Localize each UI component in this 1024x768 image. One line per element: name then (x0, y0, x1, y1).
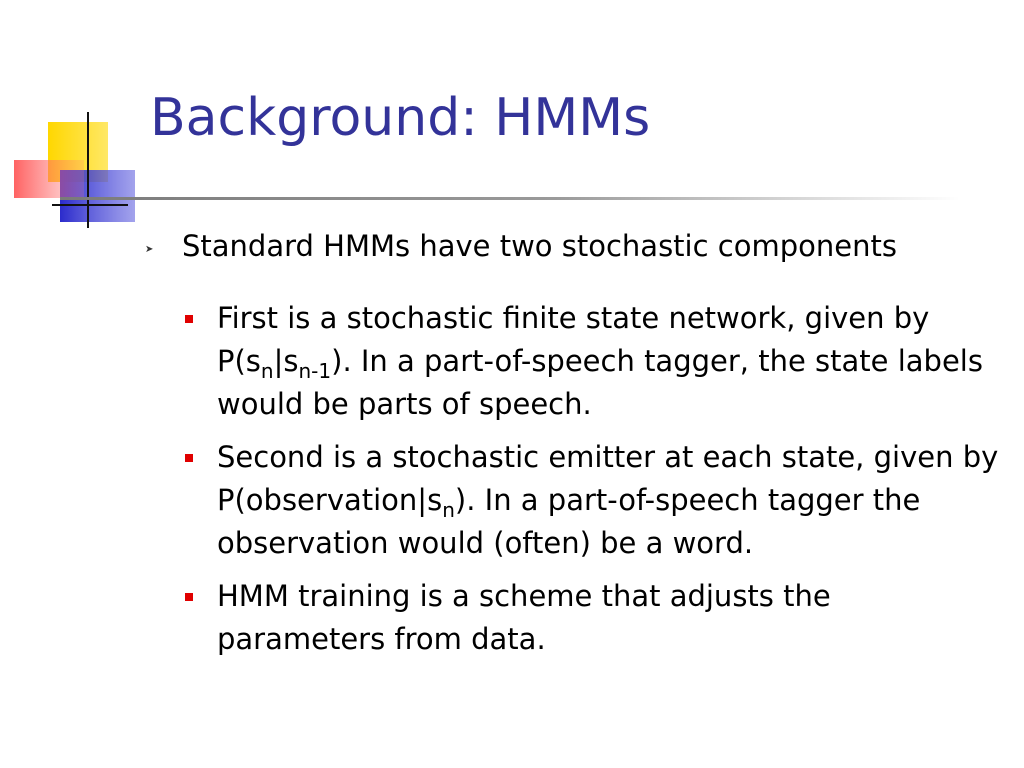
sub-bullet-item (185, 436, 1005, 565)
red-square-bullet-icon (185, 315, 193, 323)
slide-title: Background: HMMs (150, 88, 651, 148)
sub-bullet-item (185, 297, 1005, 426)
slide-decoration-logo (0, 0, 150, 240)
sub-bullet-text: First is a stochastic finite state network, given by $P(s_n|s_{n-1})$. In a part-of-speech tagger, the state labels would be parts of speech. (217, 301, 983, 421)
sub-bullet-list (185, 297, 1005, 671)
red-square-bullet-icon (185, 454, 193, 462)
arrowhead-bullet-icon: ➤ (145, 244, 154, 255)
level1-bullet-text: Standard HMMs have two stochastic components (182, 229, 897, 263)
title-divider (60, 197, 960, 200)
sub-bullet-text: Second is a stochastic emitter at each state, given by $P(observation|s_n)$. In a part-of-speech tagger the observation would (often) be a word. (217, 440, 999, 560)
sub-bullet-text: HMM training is a scheme that adjusts the parameters from data. (217, 579, 831, 656)
sub-bullet-item (185, 575, 1005, 661)
red-square-bullet-icon (185, 593, 193, 601)
